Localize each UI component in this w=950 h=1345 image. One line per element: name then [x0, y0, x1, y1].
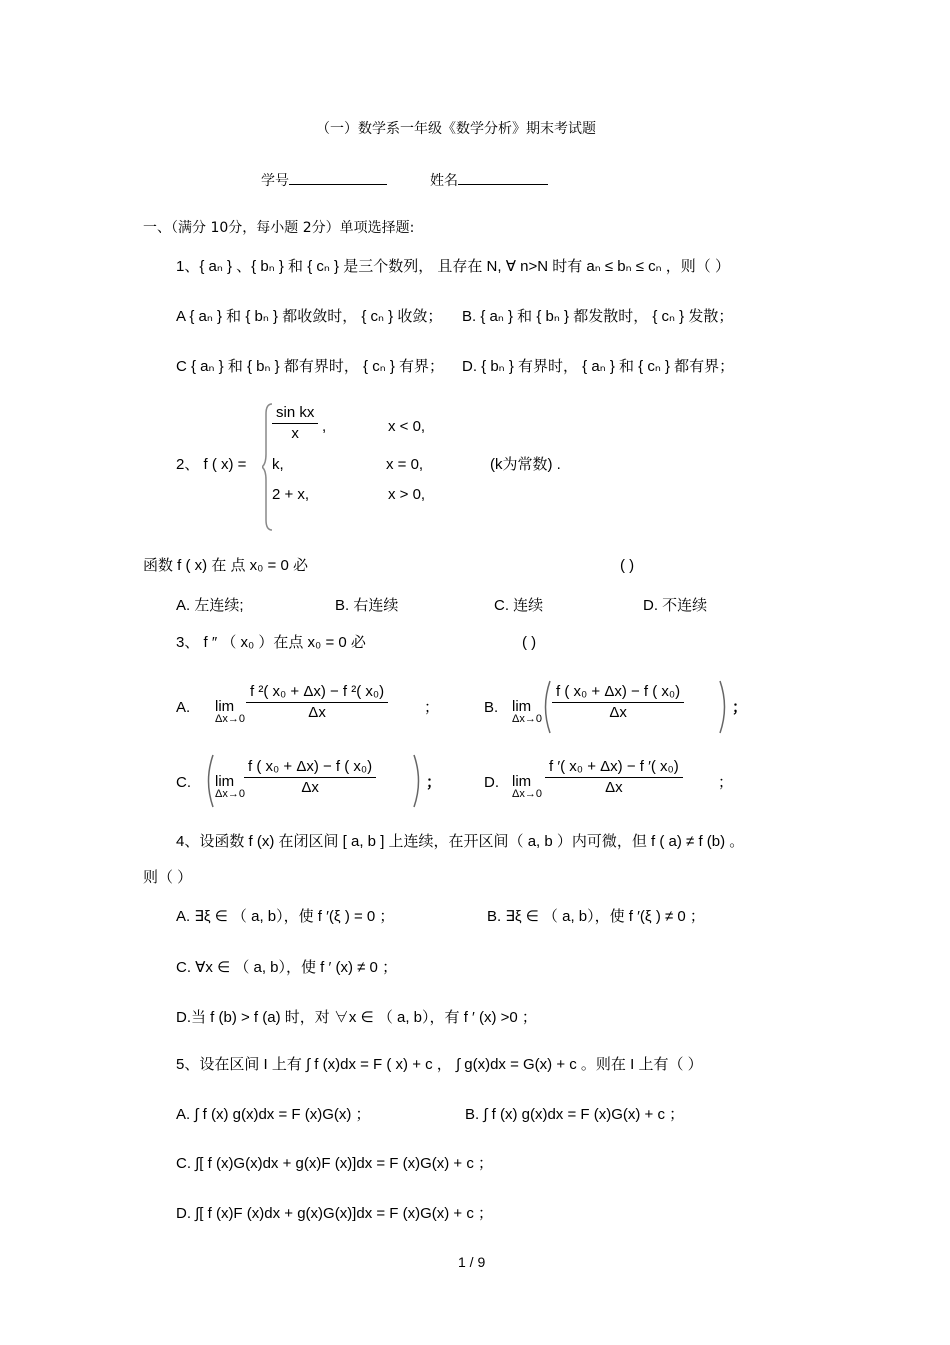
q3-c-left-paren	[203, 753, 215, 809]
q3-option-d-label[interactable]: D.	[484, 774, 499, 791]
q3-c-lim-word: lim	[215, 773, 235, 790]
q5-option-b[interactable]: B. ∫ f (x) g(x)dx = F (x)G(x) + c ；	[465, 1106, 685, 1123]
q3-b-numerator: f ( x₀ + Δx) − f ( x₀)	[552, 683, 684, 703]
student-name-blank[interactable]	[458, 170, 548, 185]
q2-case3-condition: x > 0,	[388, 486, 426, 503]
q5-stem: 5、设在区间 I 上有 ∫ f (x)dx = F ( x) + c ， ∫ g(x)dx = G(x) + c 。则在 I 上有（ ）	[176, 1056, 703, 1073]
q4-option-d[interactable]: D.当 f (b) > f (a) 时，对 ∀x ∈ （ a, b），有 f ′ (x) >0 ；	[176, 1009, 537, 1026]
q3-b-right-paren	[718, 679, 730, 735]
section-header: 一、（满分 10分，每小题 2分）单项选择题:	[143, 220, 415, 236]
q3-option-c-label[interactable]: C.	[176, 774, 191, 791]
q4-stem: 4、设函数 f (x) 在闭区间 [ a, b ] 上连续，在开区间（ a, b ）内可微，但 f ( a) ≠ f (b) 。	[176, 833, 745, 850]
q5-option-a[interactable]: A. ∫ f (x) g(x)dx = F (x)G(x) ；	[176, 1106, 371, 1123]
q3-b-denominator: Δx	[609, 704, 627, 721]
q2-option-b[interactable]: B. 右连续	[335, 597, 399, 614]
q3-stem: 3、 f ″ （ x₀ ）在点 x₀ = 0 必	[176, 634, 366, 651]
q3-option-b-limit	[512, 699, 542, 725]
q1-option-a[interactable]: A { aₙ } 和 { bₙ } 都收敛时， { cₙ } 收敛；	[176, 308, 443, 325]
q3-b-lim-word: lim	[512, 698, 532, 715]
q3-answer-bracket[interactable]: ( )	[522, 634, 537, 651]
student-name-label: 姓名	[430, 173, 458, 189]
q1-option-b[interactable]: B. { aₙ } 和 { bₙ } 都发散时， { cₙ } 发散；	[462, 308, 734, 325]
q4-stem-cont: 则（ ）	[143, 869, 193, 886]
q3-a-denominator: Δx	[308, 704, 326, 721]
q1-stem: 1、{ aₙ } 、{ bₙ } 和 { cₙ } 是三个数列， 且存在 N, ∀ n>N 时有 aₙ ≤ bₙ ≤ cₙ ，则（ ）	[176, 258, 730, 275]
q2-answer-bracket[interactable]: ( )	[620, 557, 635, 574]
q3-option-a-label[interactable]: A.	[176, 699, 191, 716]
q3-option-a-limit	[215, 699, 245, 725]
q3-option-c-fraction	[244, 758, 376, 797]
q2-case1-condition: x < 0,	[388, 418, 426, 435]
q3-option-d-fraction	[545, 758, 683, 797]
q5-option-c[interactable]: C. ∫[ f (x)G(x)dx + g(x)F (x)]dx = F (x)G(x) + c ；	[176, 1155, 494, 1172]
q2-option-c[interactable]: C. 连续	[494, 597, 544, 614]
q4-option-c[interactable]: C. ∀x ∈ （ a, b），使 f ′ (x) ≠ 0 ；	[176, 959, 398, 976]
q3-b-lim-sub: Δx→0	[512, 713, 542, 725]
q3-option-b-label[interactable]: B.	[484, 699, 499, 716]
page-number: 1 / 9	[458, 1254, 486, 1270]
q3-b-end: ；	[732, 699, 748, 716]
q3-option-c-limit	[215, 774, 245, 800]
q3-a-lim-sub: Δx→0	[215, 713, 245, 725]
q5-option-d[interactable]: D. ∫[ f (x)F (x)dx + g(x)G(x)]dx = F (x)G(x) + c ；	[176, 1205, 494, 1222]
q2-case3: 2 + x,	[272, 486, 310, 503]
student-id-field	[261, 170, 387, 190]
q2-case1-frac	[272, 404, 318, 443]
q3-c-right-paren	[412, 753, 424, 809]
q3-a-lim-word: lim	[215, 698, 235, 715]
q2-option-a[interactable]: A. 左连续;	[176, 597, 244, 614]
q3-option-d-limit	[512, 774, 542, 800]
q3-c-frac	[244, 758, 376, 797]
q3-option-a-fraction	[246, 683, 388, 722]
q2-note: (k为常数) .	[490, 456, 561, 473]
q3-d-denominator: Δx	[605, 779, 623, 796]
q3-d-lim-word: lim	[512, 773, 532, 790]
q2-case2: k,	[272, 456, 284, 473]
q3-option-b-fraction	[552, 683, 684, 722]
q2-case1-fraction	[272, 404, 318, 443]
q3-a-numerator: f ²( x₀ + Δx) − f ²( x₀)	[246, 683, 388, 703]
student-name-field	[430, 170, 548, 190]
q3-c-end: ；	[426, 774, 442, 791]
q2-option-d[interactable]: D. 不连续	[643, 597, 708, 614]
student-id-blank[interactable]	[289, 170, 387, 185]
q2-case1-numerator: sin kx	[272, 404, 318, 424]
exam-title: （一）数学系一年级《数学分析》期末考试题	[316, 121, 596, 137]
q3-c-lim-sub: Δx→0	[215, 788, 245, 800]
q1-option-d[interactable]: D. { bₙ } 有界时， { aₙ } 和 { cₙ } 都有界；	[462, 358, 735, 375]
q3-a-frac	[246, 683, 388, 722]
q3-d-end: ；	[718, 774, 734, 791]
q3-b-frac	[552, 683, 684, 722]
q3-c-denominator: Δx	[301, 779, 319, 796]
q3-b-left-paren	[540, 679, 552, 735]
q2-case1-comma: ,	[322, 418, 327, 435]
q3-d-frac	[545, 758, 683, 797]
q2-case1-denominator: x	[291, 425, 299, 442]
q2-stem: 函数 f ( x) 在 点 x₀ = 0 必	[143, 557, 308, 574]
student-id-label: 学号	[261, 173, 289, 189]
q1-option-c[interactable]: C { aₙ } 和 { bₙ } 都有界时， { cₙ } 有界；	[176, 358, 445, 375]
q2-case2-condition: x = 0,	[386, 456, 424, 473]
q3-c-numerator: f ( x₀ + Δx) − f ( x₀)	[244, 758, 376, 778]
q3-a-end: ；	[424, 699, 440, 716]
q3-d-lim-sub: Δx→0	[512, 788, 542, 800]
q2-lead: 2、 f ( x) =	[176, 456, 247, 473]
q4-option-b[interactable]: B. ∃ξ ∈ （ a, b），使 f ′(ξ ) ≠ 0 ；	[487, 908, 705, 925]
q3-d-numerator: f ′( x₀ + Δx) − f ′( x₀)	[545, 758, 683, 778]
q4-option-a[interactable]: A. ∃ξ ∈ （ a, b），使 f ′(ξ ) = 0 ；	[176, 908, 395, 925]
